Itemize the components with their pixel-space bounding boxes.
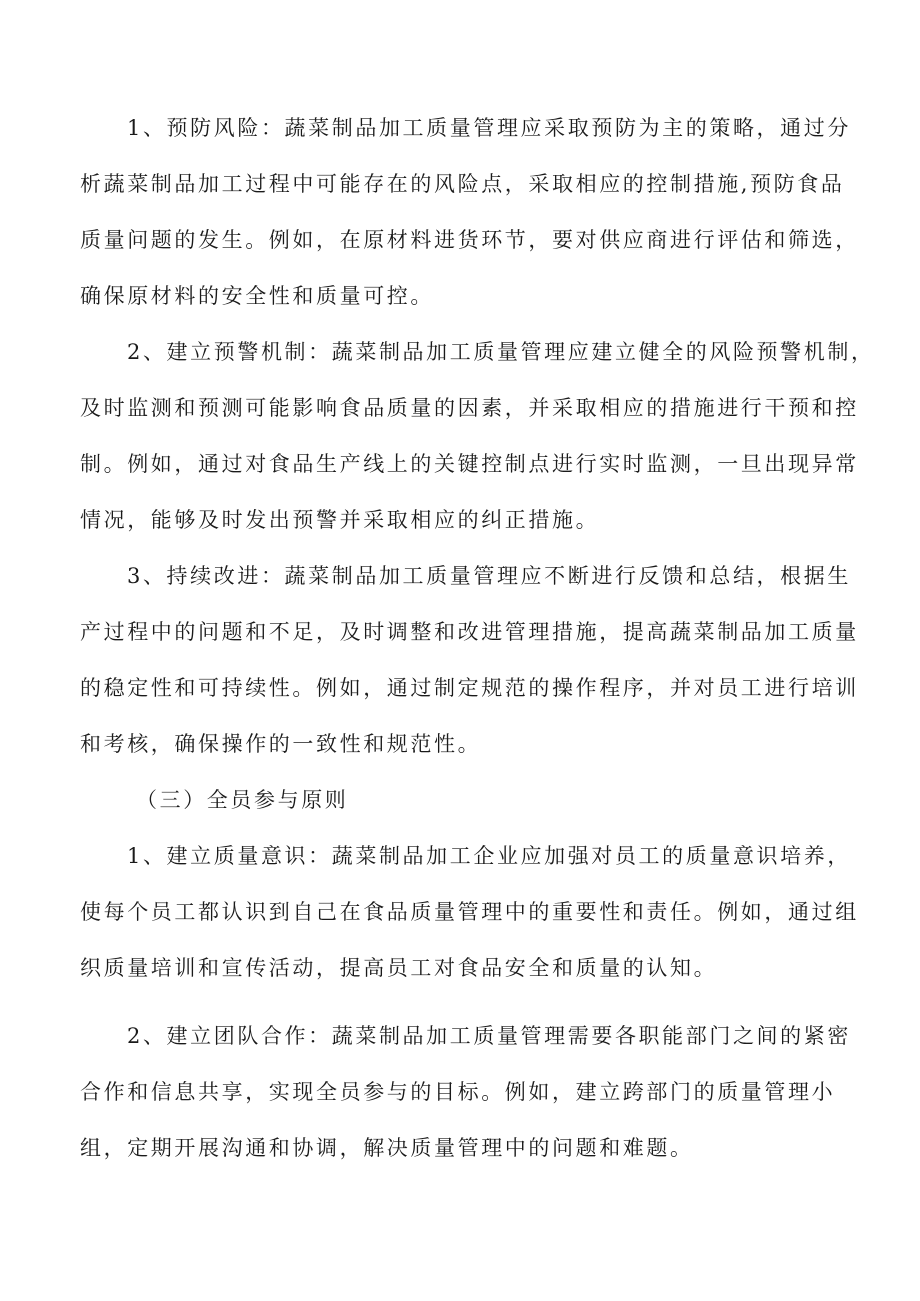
text-line: 制。例如，通过对食品生产线上的关键控制点进行实时监测，一旦出现异常 xyxy=(80,452,859,476)
text-line: 情况，能够及时发出预警并采取相应的纠正措施。 xyxy=(80,508,600,532)
text-line: 确保原材料的安全性和质量可控。 xyxy=(80,284,434,308)
text-line: 2、建立预警机制：蔬菜制品加工质量管理应建立健全的风险预警机制， xyxy=(127,340,875,364)
text-line: 合作和信息共享，实现全员参与的目标。例如，建立跨部门的质量管理小 xyxy=(80,1080,836,1104)
text-line: 产过程中的问题和不足，及时调整和改进管理措施，提高蔬菜制品加工质量 xyxy=(80,620,859,644)
text-line: 和考核，确保操作的一致性和规范性。 xyxy=(80,732,482,756)
text-line: 织质量培训和宣传活动，提高员工对食品安全和质量的认知。 xyxy=(80,956,718,980)
text-line: 组，定期开展沟通和协调，解决质量管理中的问题和难题。 xyxy=(80,1136,694,1160)
text-line: 质量问题的发生。例如，在原材料进货环节，要对供应商进行评估和筛选， xyxy=(80,228,859,252)
text-line: 的稳定性和可持续性。例如，通过制定规范的操作程序，并对员工进行培训 xyxy=(80,676,859,700)
text-line: 3、持续改进：蔬菜制品加工质量管理应不断进行反馈和总结，根据生 xyxy=(127,564,851,588)
text-line: 1、预防风险：蔬菜制品加工质量管理应采取预防为主的策略，通过分 xyxy=(127,116,851,140)
text-line: 使每个员工都认识到自己在食品质量管理中的重要性和责任。例如，通过组 xyxy=(80,900,859,924)
text-line: 1、建立质量意识：蔬菜制品加工企业应加强对员工的质量意识培养， xyxy=(127,844,851,868)
section-heading: （三）全员参与原则 xyxy=(136,788,349,812)
text-line: 及时监测和预测可能影响食品质量的因素，并采取相应的措施进行干预和控 xyxy=(80,396,859,420)
text-line: 2、建立团队合作：蔬菜制品加工质量管理需要各职能部门之间的紧密 xyxy=(127,1024,851,1048)
text-line: 析蔬菜制品加工过程中可能存在的风险点，采取相应的控制措施,预防食品 xyxy=(80,172,845,196)
